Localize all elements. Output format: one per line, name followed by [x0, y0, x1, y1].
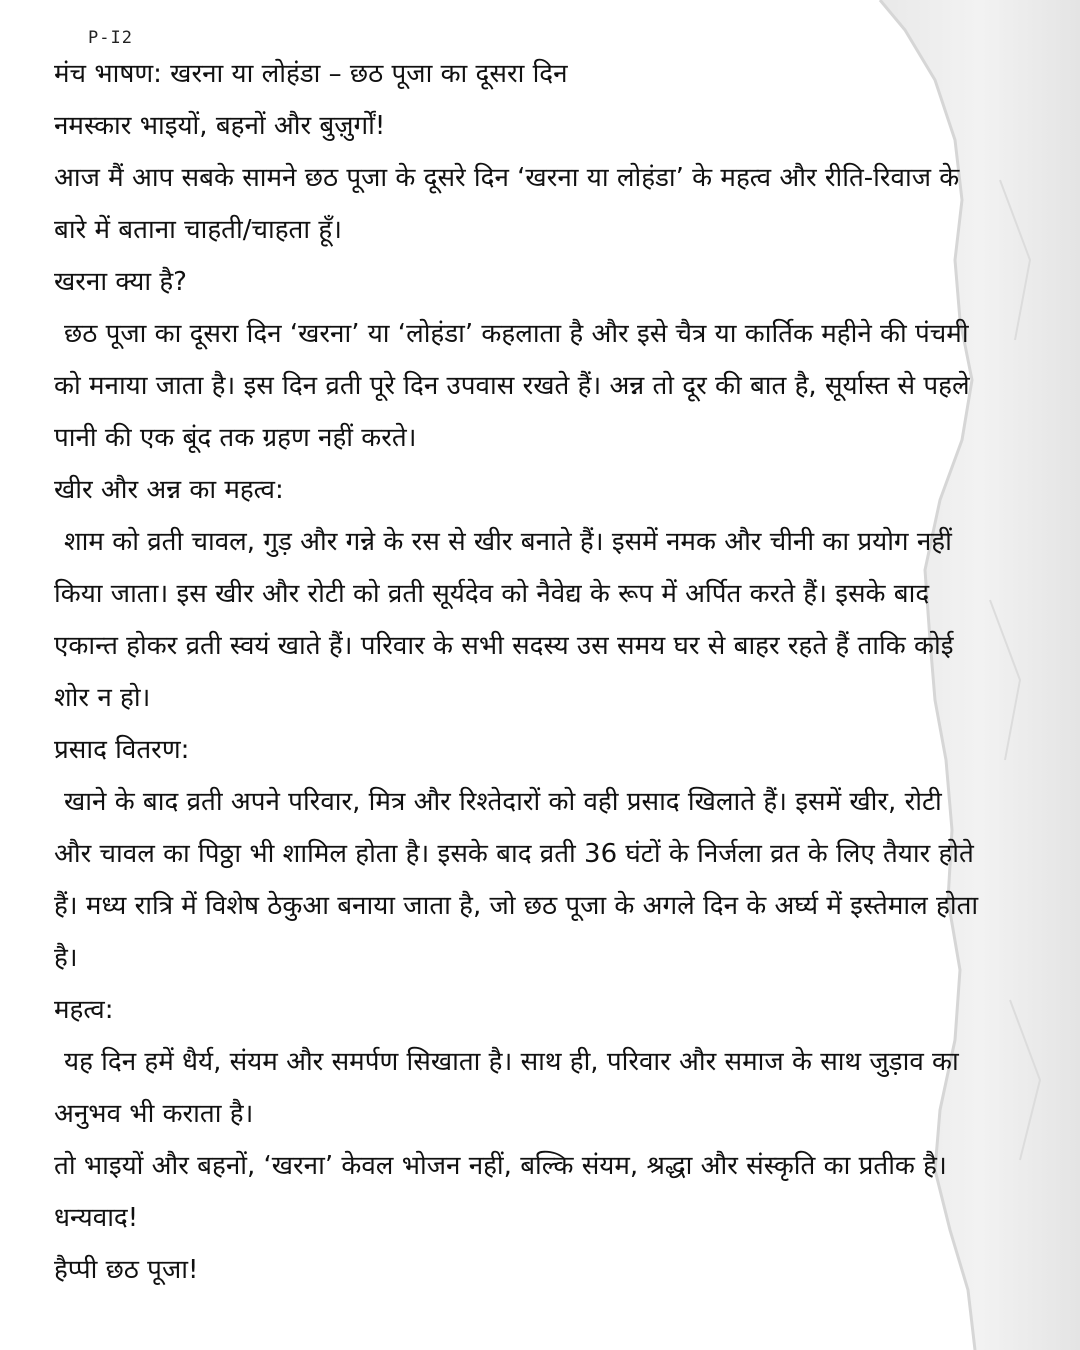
- festival-wish: हैप्पी छठ पूजा!: [54, 1255, 199, 1285]
- section-heading-kheer: खीर और अन्न का महत्व:: [54, 475, 284, 505]
- speech-content: [54, 48, 984, 1296]
- section-body-kheer: शाम को व्रती चावल, गुड़ और गन्ने के रस से खीर बनाते हैं। इसमें नमक और चीनी का प्रयोग नहीं किया जाता। इस खीर और रोटी को व्रती सूर्यदेव को नैवेद्य के रूप में अर्पित करते हैं। इसके बाद एकान्त होकर व्रती स्वयं खाते हैं। परिवार के सभी सदस्य उस समय घर से बाहर रहते हैं ताकि कोई शोर न हो।: [54, 527, 954, 713]
- section-body-prasad: खाने के बाद व्रती अपने परिवार, मित्र और रिश्तेदारों को वही प्रसाद खिलाते हैं। इसमें खीर, रोटी और चावल का पिठ्ठा भी शामिल होता है। इसके बाद व्रती 36 घंटों के निर्जला व्रत के लिए तैयार होते हैं। मध्य रात्रि में विशेष ठेकुआ बनाया जाता है, जो छठ पूजा के अगले दिन के अर्घ्य में इस्तेमाल होता है।: [54, 787, 979, 973]
- greeting: नमस्कार भाइयों, बहनों और बुज़ुर्गों!: [54, 111, 386, 141]
- section-heading-kharna: खरना क्या है?: [54, 267, 187, 297]
- conclusion: तो भाइयों और बहनों, ‘खरना’ केवल भोजन नहीं, बल्कि संयम, श्रद्धा और संस्कृति का प्रतीक है।: [54, 1151, 947, 1181]
- page-id: P-I2: [88, 28, 133, 48]
- section-body-kharna: छठ पूजा का दूसरा दिन ‘खरना’ या ‘लोहंडा’ कहलाता है और इसे चैत्र या कार्तिक महीने की पंचमी को मनाया जाता है। इस दिन व्रती पूरे दिन उपवास रखते हैं। अन्न तो दूर की बात है, सूर्यास्त से पहले पानी की एक बूंद तक ग्रहण नहीं करते।: [54, 319, 970, 453]
- section-heading-mahatva: महत्व:: [54, 995, 114, 1025]
- thanks: धन्यवाद!: [54, 1203, 139, 1233]
- speech-title: मंच भाषण: खरना या लोहंडा – छठ पूजा का दूसरा दिन: [54, 59, 568, 89]
- section-heading-prasad: प्रसाद वितरण:: [54, 735, 190, 765]
- section-body-mahatva: यह दिन हमें धैर्य, संयम और समर्पण सिखाता है। साथ ही, परिवार और समाज के साथ जुड़ाव का अनुभव भी कराता है।: [54, 1047, 959, 1129]
- intro-paragraph: आज मैं आप सबके सामने छठ पूजा के दूसरे दिन ‘खरना या लोहंडा’ के महत्व और रीति-रिवाज के बारे में बताना चाहती/चाहता हूँ।: [54, 163, 960, 245]
